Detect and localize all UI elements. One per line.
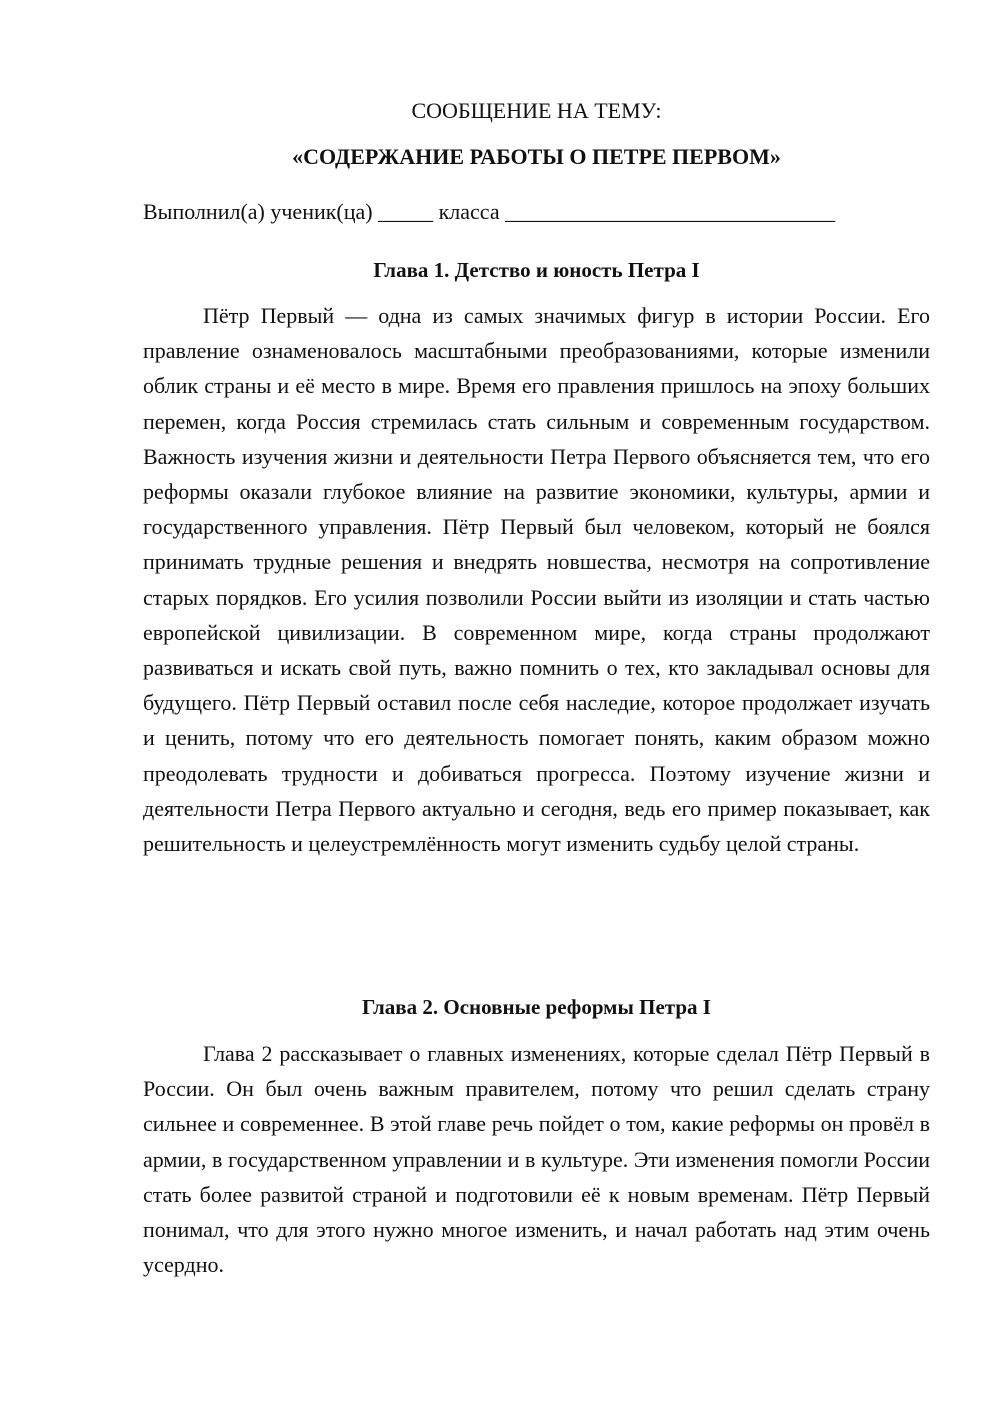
- chapter-1-heading: Глава 1. Детство и юность Петра I: [373, 258, 700, 282]
- chapter-2-heading: Глава 2. Основные реформы Петра I: [362, 995, 711, 1019]
- author-line: Выполнил(а) ученик(ца) _____ класса ______________________________: [143, 199, 836, 224]
- chapter-1-paragraph: Пётр Первый — одна из самых значимых фигур в истории России. Его правление ознаменовалось масштабными преобразованиями, которые изменили облик страны и её место в мире. Время его правления пришлось на эпоху больших перемен, когда Россия стремилась стать сильным и современным государством. Важность изучения жизни и деятельности Петра Первого объясняется тем, что его реформы оказали глубокое влияние на развитие экономики, культуры, армии и государственного управления. Пётр Первый был человеком, который не боялся принимать трудные решения и внедрять новшества, несмотря на сопротивление старых порядков. Его усилия позволили России выйти из изоляции и стать частью европейской цивилизации. В современном мире, когда страны продолжают развиваться и искать свой путь, важно помнить о тех, кто закладывал основы для будущего. Пётр Первый оставил после себя наследие, которое продолжает изучать и ценить, потому что его деятельность помогает понять, каким образом можно преодолевать трудности и добиваться прогресса. Поэтому изучение жизни и деятельности Петра Первого актуально и сегодня, ведь его пример показывает, как решительность и целеустремлённость могут изменить судьбу целой страны.: [143, 303, 930, 857]
- document-title-line-1: СООБЩЕНИЕ НА ТЕМУ:: [411, 98, 662, 123]
- document-title-line-2: «СОДЕРЖАНИЕ РАБОТЫ О ПЕТРЕ ПЕРВОМ»: [292, 144, 781, 169]
- chapter-2-paragraph: Глава 2 рассказывает о главных изменениях, которые сделал Пётр Первый в России. Он был очень важным правителем, потому что решил сделать страну сильнее и современнее. В этой главе речь пойдет о том, какие реформы он провёл в армии, в государственном управлении и в культуре. Эти изменения помогли России стать более развитой страной и подготовили её к новым временам. Пётр Первый понимал, что для этого нужно многое изменить, и начал работать над этим очень усердно.: [143, 1041, 930, 1278]
